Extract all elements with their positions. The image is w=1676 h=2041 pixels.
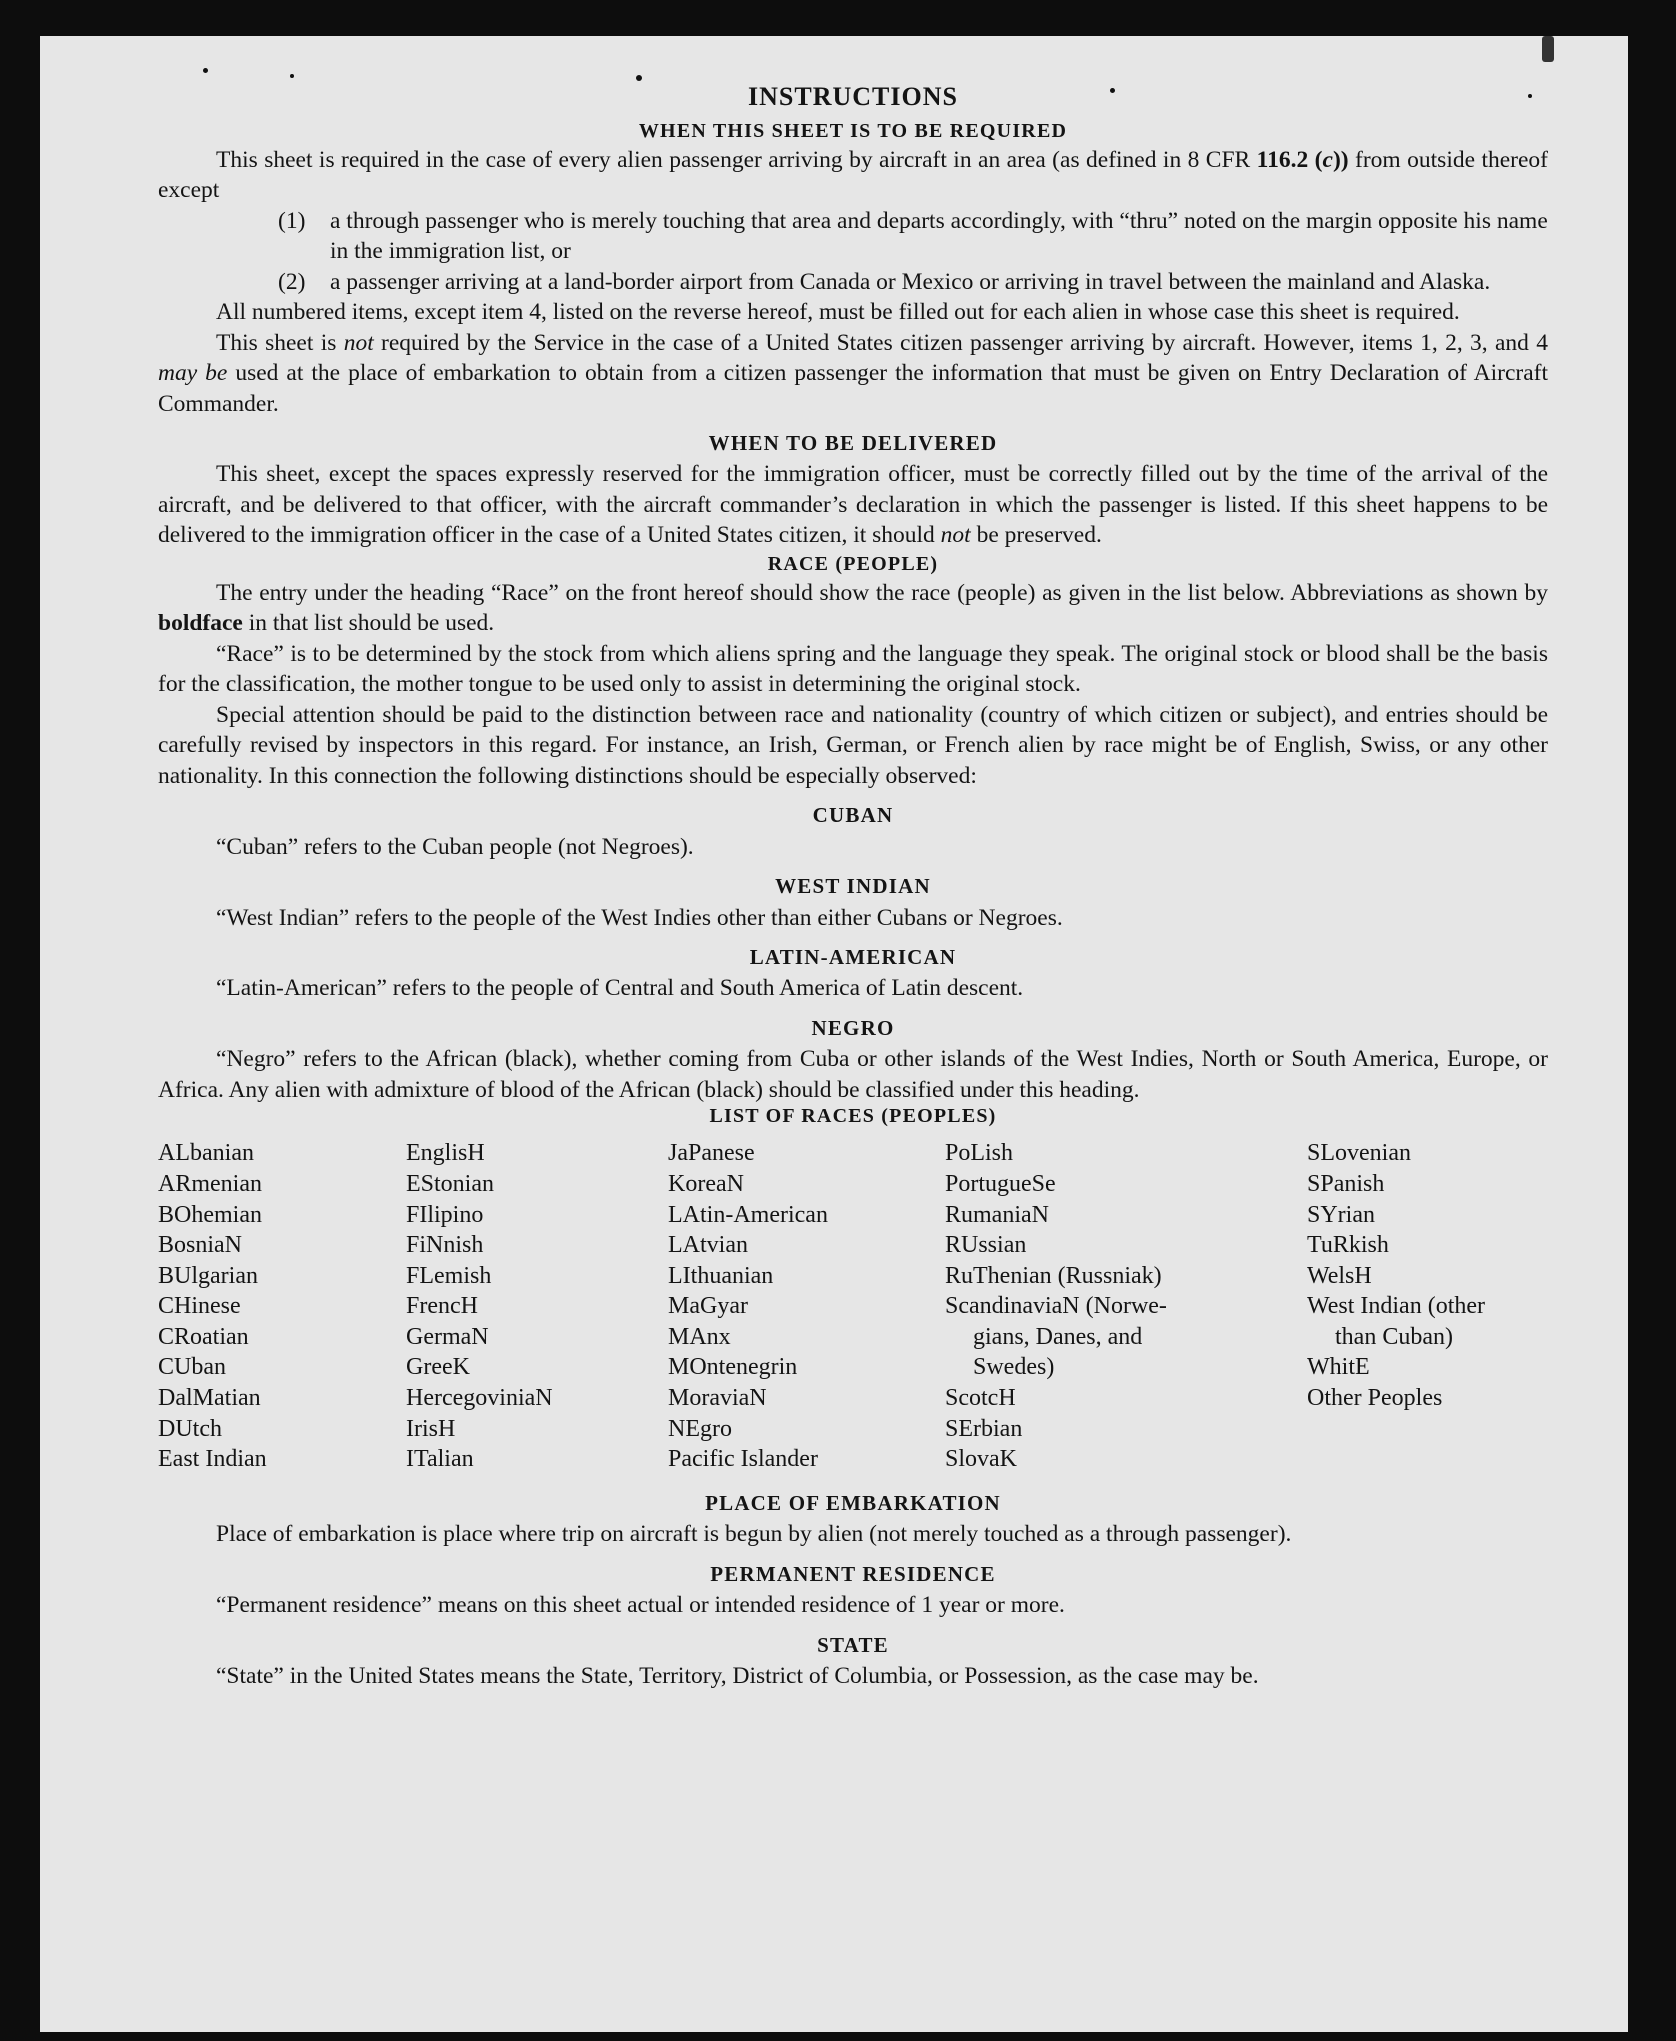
race-item: gians, Danes, and bbox=[973, 1323, 1143, 1350]
race-item: FLemish bbox=[406, 1262, 492, 1289]
race-item: KoreaN bbox=[668, 1170, 744, 1197]
paragraph: “Cuban” refers to the Cuban people (not Negroes). bbox=[216, 833, 694, 860]
race-item: FiNnish bbox=[406, 1232, 484, 1259]
race-item: FIlipino bbox=[406, 1201, 484, 1228]
section-heading: WEST INDIAN bbox=[775, 874, 931, 899]
race-item: WhitE bbox=[1307, 1354, 1370, 1381]
section-heading: STATE bbox=[817, 1632, 889, 1657]
paragraph: This sheet is required in the case of every alien passenger arriving by aircraft in an area (as defined in 8 CFR 116.2 (c)) from outside thereof except bbox=[158, 146, 1548, 204]
speck bbox=[1528, 94, 1532, 98]
race-list bbox=[158, 1138, 1548, 1475]
race-item: ScotcH bbox=[945, 1385, 1016, 1412]
race-item: BOhemian bbox=[158, 1201, 262, 1228]
page-title: INSTRUCTIONS bbox=[748, 82, 958, 111]
race-item: SLovenian bbox=[1307, 1140, 1411, 1167]
section-heading: CUBAN bbox=[812, 803, 894, 828]
paragraph: This sheet, except the spaces expressly reserved for the immigration officer, must be correctly filled out by the time of the arrival of the aircraft, and be delivered to that officer, with the aircraft commander’s declaration in which the passenger is listed. If this sheet happens to be delivered to the immigration officer in the case of a United States citizen, it should not be preserved. bbox=[158, 461, 1548, 549]
race-item: ScandinaviaN (Norwe- bbox=[945, 1293, 1167, 1320]
race-item: TuRkish bbox=[1307, 1232, 1389, 1259]
race-item: ITalian bbox=[406, 1446, 474, 1473]
paragraph: Place of embarkation is place where trip on aircraft is begun by alien (not merely touched as a through passenger). bbox=[216, 1521, 1292, 1548]
race-item: CRoatian bbox=[158, 1323, 249, 1350]
race-item: PortugueSe bbox=[945, 1170, 1056, 1197]
section-heading: LATIN-AMERICAN bbox=[749, 945, 957, 970]
section-heading: PLACE OF EMBARKATION bbox=[705, 1490, 1001, 1515]
section-heading: LIST OF RACES (PEOPLES) bbox=[709, 1105, 997, 1128]
race-item: Other Peoples bbox=[1307, 1385, 1443, 1412]
race-item: LAtin-American bbox=[668, 1201, 828, 1228]
speck bbox=[203, 68, 208, 73]
race-column bbox=[1307, 1138, 1567, 1475]
race-item: ARmenian bbox=[158, 1170, 262, 1197]
section-heading: PERMANENT RESIDENCE bbox=[710, 1561, 996, 1586]
instruction-sheet bbox=[40, 36, 1628, 2032]
race-item: LAtvian bbox=[668, 1232, 748, 1259]
paragraph: The entry under the heading “Race” on the front hereof should show the race (people) as given in the list below. Abbreviations as shown by boldface in that list should be used. bbox=[158, 579, 1548, 637]
race-column bbox=[406, 1138, 668, 1475]
paragraph: “State” in the United States means the State, Territory, District of Columbia, or Possession, as the case may be. bbox=[216, 1662, 1259, 1689]
race-item: MOntenegrin bbox=[668, 1354, 798, 1381]
race-item: FrencH bbox=[406, 1293, 478, 1320]
race-item: HercegoviniaN bbox=[406, 1385, 553, 1412]
race-item: EStonian bbox=[406, 1170, 494, 1197]
race-item: NEgro bbox=[668, 1415, 732, 1442]
paragraph: All numbered items, except item 4, listed on the reverse hereof, must be filled out for each alien in whose case this sheet is required. bbox=[216, 299, 1460, 326]
paragraph: This sheet is not required by the Service in the case of a United States citizen passenger arriving by aircraft. However, items 1, 2, 3, and 4 may be used at the place of embarkation to obtain from a citizen passenger the information that must be given on Entry Declaration of Aircraft Commander. bbox=[158, 329, 1548, 417]
race-item: EnglisH bbox=[406, 1140, 485, 1167]
numbered-item: (1) a through passenger who is merely touching that area and departs accordingly, with “thru” noted on the margin opposite his name in the immigration list, or bbox=[278, 207, 1548, 265]
race-item: SErbian bbox=[945, 1415, 1023, 1442]
race-item: Swedes) bbox=[973, 1354, 1055, 1381]
paragraph: “Race” is to be determined by the stock from which aliens spring and the language they speak. The original stock or blood shall be the basis for the classification, the mother tongue to be used only to assist in determining the original stock. bbox=[158, 640, 1548, 698]
edge-smudge bbox=[1542, 36, 1554, 62]
race-item: RUssian bbox=[945, 1232, 1027, 1259]
race-column bbox=[158, 1138, 406, 1475]
race-item: DUtch bbox=[158, 1415, 222, 1442]
speck bbox=[290, 74, 294, 78]
paragraph: “West Indian” refers to the people of the West Indies other than either Cubans or Negroes. bbox=[216, 904, 1063, 931]
section-heading: WHEN THIS SHEET IS TO BE REQUIRED bbox=[638, 119, 1068, 142]
speck bbox=[636, 75, 642, 81]
race-item: than Cuban) bbox=[1335, 1323, 1453, 1350]
race-item: JaPanese bbox=[668, 1140, 755, 1167]
race-item: WelsH bbox=[1307, 1262, 1372, 1289]
paragraph: “Negro” refers to the African (black), whether coming from Cuba or other islands of the West Indies, North or South America, Europe, or Africa. Any alien with admixture of blood of the African (black) should be classified under this heading. bbox=[158, 1046, 1548, 1103]
race-item: PoLish bbox=[945, 1140, 1014, 1167]
race-item: MaGyar bbox=[668, 1293, 748, 1320]
race-item: East Indian bbox=[158, 1446, 267, 1473]
race-item: BosniaN bbox=[158, 1232, 242, 1259]
race-item: MAnx bbox=[668, 1323, 731, 1350]
race-item: GermaN bbox=[406, 1323, 489, 1350]
section-heading: NEGRO bbox=[811, 1015, 895, 1040]
race-item: Pacific Islander bbox=[668, 1446, 818, 1473]
race-item: SlovaK bbox=[945, 1446, 1017, 1473]
paragraph: “Permanent residence” means on this sheet actual or intended residence of 1 year or more. bbox=[216, 1592, 1065, 1619]
race-item: SPanish bbox=[1307, 1170, 1385, 1197]
race-item: SYrian bbox=[1307, 1201, 1375, 1228]
race-item: ALbanian bbox=[158, 1140, 254, 1167]
race-item: BUlgarian bbox=[158, 1262, 258, 1289]
race-item: CHinese bbox=[158, 1293, 241, 1320]
race-item: RuThenian (Russniak) bbox=[945, 1262, 1162, 1289]
section-heading: RACE (PEOPLE) bbox=[767, 552, 939, 575]
speck bbox=[1110, 88, 1115, 93]
race-column bbox=[668, 1138, 945, 1475]
race-item: MoraviaN bbox=[668, 1385, 767, 1412]
race-item: CUban bbox=[158, 1354, 226, 1381]
race-item: LIthuanian bbox=[668, 1262, 774, 1289]
race-item: West Indian (other bbox=[1307, 1293, 1486, 1320]
paragraph: “Latin-American” refers to the people of Central and South America of Latin descent. bbox=[216, 975, 1024, 1002]
paragraph: Special attention should be paid to the distinction between race and nationality (country of which citizen or subject), and entries should be carefully revised by inspectors in this regard. For instance, an Irish, German, or French alien by race might be of English, Swiss, or any other nationality. In this connection the following distinctions should be especially observed: bbox=[158, 701, 1548, 789]
section-heading: WHEN TO BE DELIVERED bbox=[708, 431, 998, 456]
race-item: DalMatian bbox=[158, 1385, 261, 1412]
numbered-item: (2) a passenger arriving at a land-border airport from Canada or Mexico or arriving in travel between the mainland and Alaska. bbox=[278, 268, 1491, 295]
race-item: RumaniaN bbox=[945, 1201, 1049, 1228]
race-column bbox=[945, 1138, 1307, 1475]
race-item: GreeK bbox=[406, 1354, 470, 1381]
race-item: IrisH bbox=[406, 1415, 456, 1442]
